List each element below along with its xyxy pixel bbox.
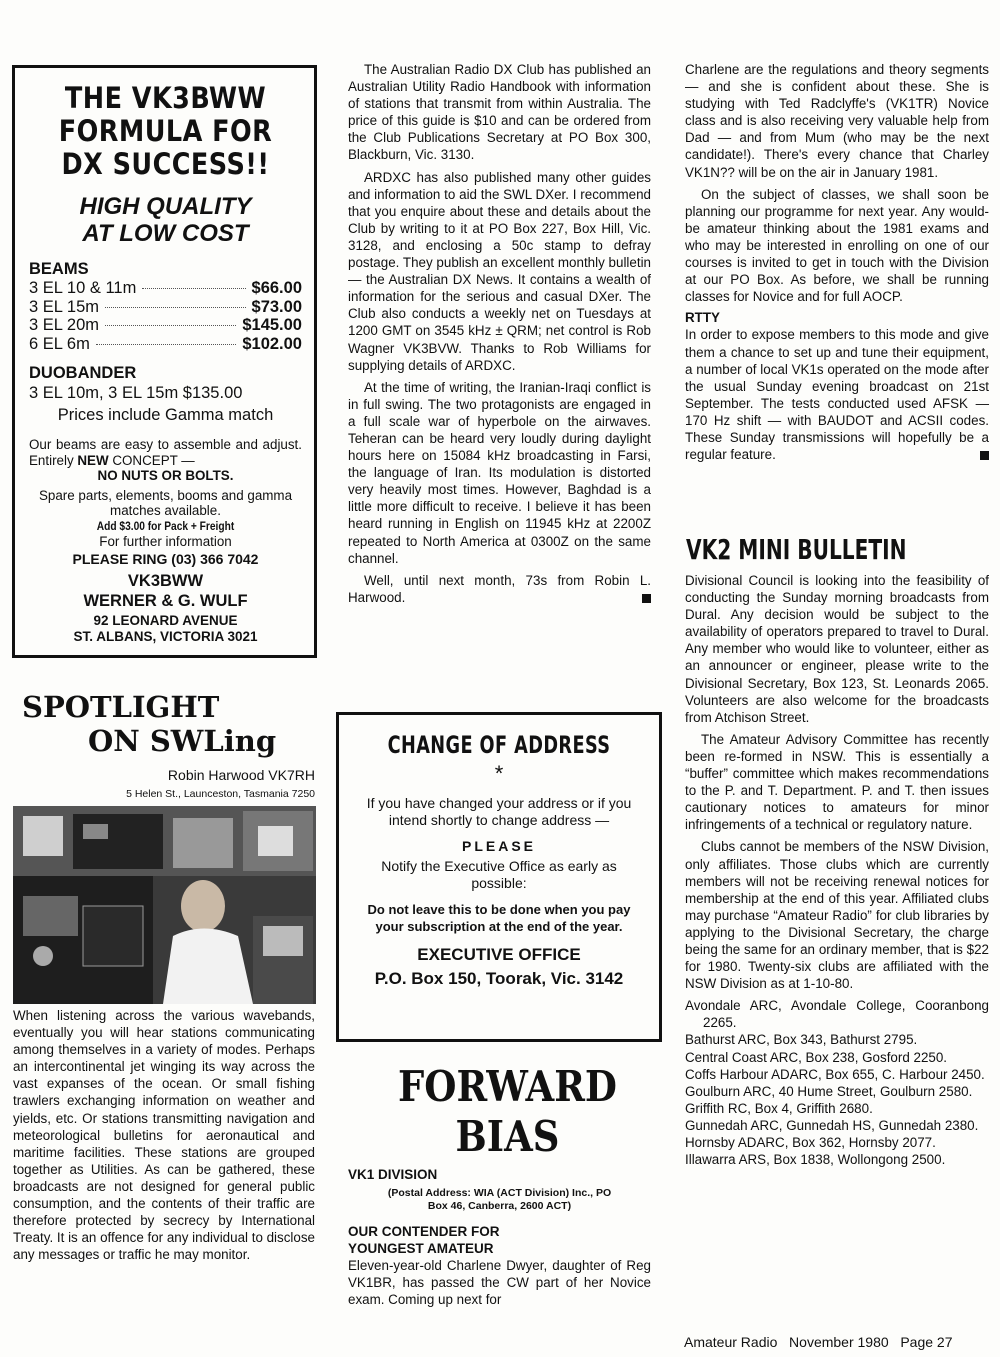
end-mark-icon bbox=[642, 594, 651, 603]
right-column-bulletin bbox=[685, 572, 989, 1168]
paragraph: Charlene are the regulations and theory segments — and she is confident about these. She is studying with Ted Radclyffe's (VK1TR) Novice class and is also receiving very valuable help from Dad — and from Mum (who may be the next candidate!). There's every chance that Charley VK1N?? will be on the air in January 1981. bbox=[685, 62, 989, 180]
price-item: 3 EL 10 & 11m bbox=[29, 279, 137, 297]
gamma-line: Prices include Gamma match bbox=[57, 406, 274, 424]
contender-heading: OUR CONTENDER FOR YOUNGEST AMATEUR bbox=[348, 1224, 500, 1257]
vk2-mini-bulletin-title: VK2 MINI BULLETIN bbox=[686, 533, 907, 566]
rtty-paragraph: In order to expose members to this mode and give them a chance to set up and tune their equipment, a number of local VK1s operated on the mode after the usual Sunday evening broadcast on 21st September. The tests conducted used AFSK — 170 Hz shift — with BAUDOT and ACSII codes. These Sunday transmissions will hopefully be a regular feature. bbox=[685, 327, 989, 463]
coa-title: CHANGE OF ADDRESS bbox=[387, 731, 611, 759]
forward-bias-line-2: BIAS bbox=[455, 1112, 560, 1161]
ad-callsign: VK3BWW bbox=[127, 572, 204, 590]
list-item: Gunnedah ARC, Gunnedah HS, Gunnedah 2380. bbox=[685, 1117, 979, 1133]
ad-subhead-2: AT LOW COST bbox=[82, 220, 249, 247]
coa-office: EXECUTIVE OFFICE bbox=[417, 945, 581, 964]
price-row bbox=[29, 335, 302, 354]
vk3bww-advertisement bbox=[12, 65, 317, 658]
ad-names: WERNER & G. WULF bbox=[83, 592, 248, 610]
ad-headline-2: FORMULA FOR bbox=[58, 114, 273, 148]
spare-parts-text: Spare parts, elements, booms and gamma matches available. bbox=[38, 487, 293, 518]
paragraph: ARDXC has also published many other guides and information to aid the SWL DXer. I recommend that you enquire about these and details about the Club by writing to it at PO Box 227, Box Hill, Vic. 3128, and enclosing a 50c stamp to defray postage. They publish an excellent monthly bulletin — the Australian DX News. It contains a wealth of information for the serious and casual DXer. The Club also conducts a weekly net on Tuesdays at 1200 GMT on 3545 kHz ± QRM; net control is Rob Wagner VK3BVW. Thanks to Rob Williams for supplying details of ARDXC. bbox=[348, 169, 651, 373]
ad-street: 92 LEONARD AVENUE bbox=[93, 613, 238, 628]
price-item: 3 EL 20m bbox=[29, 316, 100, 334]
club-list bbox=[685, 997, 989, 1168]
coa-please: PLEASE bbox=[461, 838, 536, 854]
assemble-text: Our beams are easy to assemble and adjust. Entirely NEW CONCEPT — bbox=[29, 437, 302, 468]
list-item: Goulburn ARC, 40 Hume Street, Goulburn 2580. bbox=[685, 1083, 973, 1099]
list-item: Central Coast ARC, Box 238, Gosford 2250. bbox=[685, 1049, 947, 1065]
ad-headline-3: DX SUCCESS!! bbox=[61, 147, 270, 181]
change-of-address-box bbox=[336, 712, 662, 1042]
forward-bias-column bbox=[348, 1166, 651, 1308]
price-value: $66.00 bbox=[251, 279, 302, 297]
further-info-text: For further information bbox=[99, 534, 232, 549]
radio-shack-photo-icon bbox=[13, 806, 316, 1004]
paragraph: Clubs cannot be members of the NSW Division, only affiliates. Those clubs which are currently members will not be receiving renewal notices for membership at the end of this year. Affiliated clubs may purchase “Amateur Radio” for club libraries by applying to the Divisional Secretary, the charge being the same for an ordinary member, that is $22 for 1980. Twenty-six clubs are affiliated with the NSW Division as at 1-10-80. bbox=[685, 839, 989, 992]
end-mark-icon bbox=[980, 451, 989, 460]
ad-subhead-1: HIGH QUALITY bbox=[79, 193, 252, 220]
beams-heading: BEAMS bbox=[29, 260, 89, 278]
phone-text: PLEASE RING (03) 366 7042 bbox=[72, 550, 259, 567]
paragraph: The Amateur Advisory Committee has recently been re-formed in NSW. This is essentially a “buffer” committee which makes recommendations to the P. and T. Department. P. and T. then issues cautionary notices to amateurs for minor infringements of a technical or regulatory nature. bbox=[685, 731, 989, 833]
coa-warning: Do not leave this to be done when you pay your subscription at the end of the year. bbox=[367, 902, 631, 934]
spotlight-body-column bbox=[13, 1007, 315, 1263]
page-footer: Amateur Radio November 1980 Page 27 bbox=[684, 1334, 953, 1350]
duobander-line: 3 EL 10m, 3 EL 15m $135.00 bbox=[29, 384, 243, 402]
paragraph: On the subject of classes, we shall soon be planning our programme for next year. Any would-be amateur thinking about the 1981 exams and who may be interested in enrolling on one of our courses is invited to get in touch with the Division at our PO Box. As before, we shall be running classes for Novice and for full AOCP. bbox=[685, 186, 989, 305]
forward-bias-line-1: FORWARD bbox=[398, 1062, 617, 1111]
list-item: Illawarra ARS, Box 1838, Wollongong 2500. bbox=[685, 1152, 946, 1168]
ad-city: ST. ALBANS, VICTORIA 3021 bbox=[73, 628, 258, 644]
list-item: Griffith RC, Box 4, Griffith 2680. bbox=[685, 1100, 873, 1116]
author-address: 5 Helen St., Launceston, Tasmania 7250 bbox=[126, 788, 315, 800]
closing-paragraph: Well, until next month, 73s from Robin L. Harwood. bbox=[348, 572, 651, 605]
paragraph: Divisional Council is looking into the feasibility of conducting the Sunday morning broadcasts from Dural. Any decision would be subject to the availability of operators prepared to travel to Dural. Any member who would like to volunteer, either as an announcer or engineer, please write to the Divisional Secretary, Box 123, St. Leonards 2065. Volunteers are also welcome for the broadcasts from Atchison Street. bbox=[685, 573, 989, 725]
postal-address: (Postal Address: WIA (ACT Division) Inc., PO Box 46, Canberra, 2600 ACT) bbox=[387, 1187, 612, 1213]
right-column-top bbox=[685, 61, 989, 463]
list-item: Avondale ARC, Avondale College, Cooranbong 2265. bbox=[685, 998, 989, 1031]
paragraph: The Australian Radio DX Club has published an Australian Utility Radio Handbook with information of stations that transmit from within Australia. The price of this guide is $10 and can be ordered from the Club Publications Secretary at PO Box 300, Blackburn, Vic. 3130. bbox=[348, 62, 651, 163]
duobander-heading: DUOBANDER bbox=[29, 364, 137, 382]
price-value: $73.00 bbox=[251, 297, 302, 316]
price-row bbox=[29, 298, 302, 317]
no-nuts-text: NO NUTS OR BOLTS. bbox=[97, 468, 234, 483]
spotlight-title-1: SPOTLIGHT bbox=[22, 690, 220, 724]
division-heading: VK1 DIVISION bbox=[348, 1167, 438, 1182]
author-byline: Robin Harwood VK7RH bbox=[167, 767, 315, 783]
ad-headline-1: THE VK3BWW bbox=[64, 81, 267, 115]
paragraph: At the time of writing, the Iranian-Iraqi conflict is in full swing. The two protagonists are engaged in a full scale war of hyperbole on the airwaves. Teheran can be heard very loudly during daylight hours here on 15084 kHz broadcasting in Farsi, the language of Iran. Its modulation is distorted very heavily most times. However, Baghdad is a little more difficult to receive. I believe it has been heard running in English on 11945 kHz at 2200Z repeated to North America at 0300Z on the same channel. bbox=[348, 379, 651, 566]
paragraph: Eleven-year-old Charlene Dwyer, daughter of Reg VK1BR, has passed the CW part of her Novice exam. Coming up next for bbox=[348, 1258, 651, 1308]
price-row bbox=[29, 279, 302, 298]
price-value: $145.00 bbox=[242, 316, 302, 334]
rtty-heading: RTTY bbox=[685, 310, 720, 326]
list-item: Hornsby ADARC, Box 362, Hornsby 2077. bbox=[685, 1135, 936, 1150]
pack-freight-text: Add $3.00 for Pack + Freight bbox=[96, 518, 235, 533]
list-item: Bathurst ARC, Box 343, Bathurst 2795. bbox=[685, 1032, 918, 1048]
forward-bias-title bbox=[369, 1062, 646, 1162]
author-photo bbox=[13, 806, 316, 1004]
spotlight-paragraph: When listening across the various wavebands, eventually you will hear stations communicating among themselves in a variety of modes. Perhaps an intercontinental jet winging its way across the vast expanses of the ocean. Or small fishing trawlers exchanging information on weather and yields, etc. Or stations transmitting navigation and meteorological bulletins for aeronautical and maritime facilities. These stations are grouped together as Utilities. As can be gathered, these broadcasts are not designed for general public consumption, and the contents of their traffic are therefore protected by secrecy by International Treaty. It is an offence for any individual to disclose any messages or traffic he may monitor. bbox=[13, 1008, 315, 1263]
middle-column bbox=[348, 61, 651, 606]
price-item: 6 EL 6m bbox=[29, 334, 90, 353]
coa-notify: Notify the Executive Office as early as possible: bbox=[381, 858, 617, 891]
price-row bbox=[29, 316, 302, 335]
coa-intro: If you have changed your address or if you intend shortly to change address — bbox=[366, 795, 632, 828]
coa-star: * bbox=[494, 761, 504, 786]
price-value: $102.00 bbox=[242, 334, 302, 353]
coa-pobox: P.O. Box 150, Toorak, Vic. 3142 bbox=[374, 969, 624, 988]
list-item: Coffs Harbour ADARC, Box 655, C. Harbour 2450. bbox=[685, 1066, 985, 1082]
price-item: 3 EL 15m bbox=[29, 297, 100, 316]
spotlight-title-2: ON SWLing bbox=[88, 724, 277, 758]
